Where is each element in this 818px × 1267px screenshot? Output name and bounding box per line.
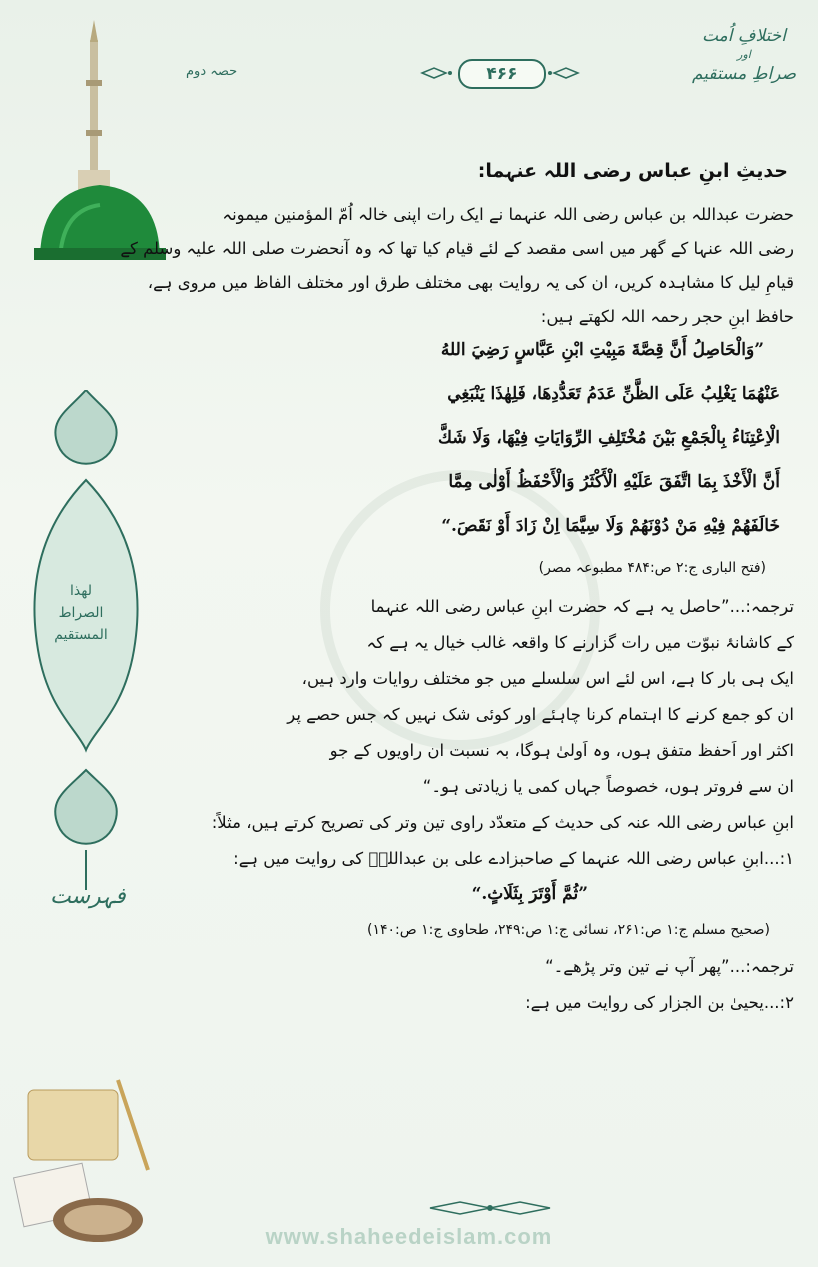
bottom-ornament-icon <box>420 1198 560 1218</box>
paragraph-line: ابنِ عباس رضی اللہ عنہ کی حدیث کے متعدّد راوی تین وتر کی تصریح کرتے ہیں، مثلاً: <box>211 813 794 832</box>
paragraph-line: حافظ ابنِ حجر رحمہ اللہ لکھتے ہیں: <box>540 307 794 326</box>
translation-line: اکثر اور اَحفظ متفق ہوں، وہ اَولیٰ ہوگا، بہ نسبت ان راویوں کے جو <box>329 741 794 760</box>
page-number-ornament <box>420 56 580 90</box>
left-ornament-icon <box>420 66 454 80</box>
footer-website-link[interactable]: www.shaheedeislam.com <box>265 1224 553 1249</box>
arabic-quote-line: الْاِعْتِنَاءُ بِالْجَمْعِ بَيْنَ مُخْتَلِفِ الرِّوَايَاتِ فِيْهَا، وَلَا شَكَّ <box>438 428 780 448</box>
list-item: ۱:...ابنِ عباس رضی اللہ عنہما کے صاحبزادے علی بن عبداللہؒ کی روایت میں ہے: <box>233 849 794 868</box>
paragraph-line: قیامِ لیل کا مشاہدہ کریں، ان کی یہ روایت بھی مختلف طرق اور مختلف الفاظ میں مروی ہے، <box>147 273 794 292</box>
scroll-quill-icon <box>8 1060 158 1250</box>
translation-line: ان کو جمع کرنے کا اہتمام کرنا چاہئے اور کوئی شک نہیں کہ جس حصے پر <box>287 705 794 724</box>
translation-line: کے کاشانۂ نبوّت میں رات گزارنے کا واقعہ غالب خیال یہ ہے کہ <box>366 633 794 652</box>
paragraph-line: حضرت عبداللہ بن عباس رضی اللہ عنہما نے ایک رات اپنی خالہ اُمّ المؤمنین میمونہ <box>222 205 794 224</box>
arabic-quote-line: عَنْهُمَا يَغْلِبُ عَلَى الظَّنِّ عَدَمُ تَعَدُّدِهَا، فَلِهٰذَا يَنْبَغِي <box>447 384 780 404</box>
section-heading: حدیثِ ابنِ عباس رضی اللہ عنہما: <box>477 160 788 182</box>
arabic-quote-line: خَالَفَهُمْ فِيْهِ مَنْ دُوْنَهُمْ وَلَا سِيَّمَا اِنْ زَادَ أَوْ نَقَصَ.“ <box>441 516 780 536</box>
reference: (فتح الباری ج:۲ ص:۴۸۴ مطبوعہ مصر) <box>538 560 766 576</box>
part-label: حصہ دوم <box>186 64 238 79</box>
right-ornament-icon <box>546 66 580 80</box>
list-item: ۲:...یحییٰ بن الجزار کی روایت میں ہے: <box>525 993 794 1012</box>
arabic-quote-short: ”ثُمَّ أَوْتَرَ بِثَلَاثٍ.“ <box>471 884 588 904</box>
paragraph-line: رضی اللہ عنہا کے گھر میں اسی مقصد کے لئے قیام کیا تھا کہ وہ آنحضرت صلی اللہ علیہ وسلم کے <box>120 239 794 258</box>
translation-line: ان سے فروتر ہوں، خصوصاً جہاں کمی یا زیادتی ہو۔“ <box>422 777 794 796</box>
arabic-quote-line: ”وَالْحَاصِلُ أَنَّ قِصَّةَ مَبِيْتِ ابْنِ عَبَّاسٍ رَضِيَ اللهُ <box>440 340 764 360</box>
mosque-dome-icon <box>20 20 180 260</box>
page-number: ۴۶۶ <box>458 59 546 89</box>
book-title: اختلافِ اُمت اور صراطِ مستقیم <box>691 26 797 84</box>
arabic-quote-line: أَنَّ الْأَخْذَ بِمَا اتَّفَقَ عَلَيْهِ الْأَكْثَرُ وَالْأَحْفَظُ أَوْلٰى مِمَّا <box>448 472 780 492</box>
table-of-contents-link[interactable]: فہرست <box>50 884 126 909</box>
translation-line: ترجمہ:...”حاصل یہ ہے کہ حضرت ابنِ عباس رضی اللہ عنہما <box>370 597 794 616</box>
reference: (صحیح مسلم ج:۱ ص:۲۶۱، نسائی ج:۱ ص:۲۴۹، طحاوی ج:۱ ص:۱۴۰) <box>366 922 770 938</box>
translation-line: ایک ہی بار کا ہے، اس لئے اس سلسلے میں جو مختلف روایات وارد ہیں، <box>301 669 794 688</box>
side-emblem-frame <box>18 390 154 910</box>
translation-line: ترجمہ:...”پھر آپ نے تین وتر پڑھے۔“ <box>545 957 794 976</box>
side-emblem-text: لهذا الصراط المستقیم <box>54 583 108 643</box>
